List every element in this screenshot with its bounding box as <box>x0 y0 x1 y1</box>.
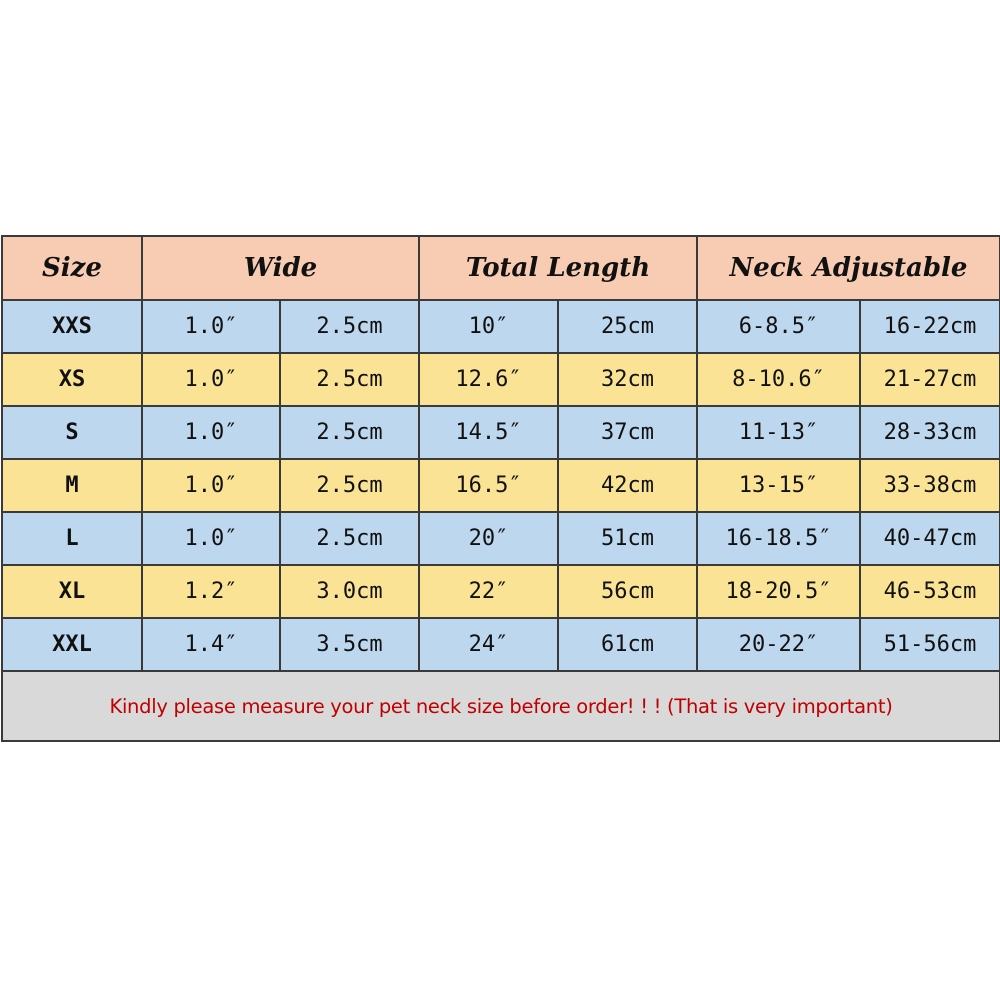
length-inch-cell: 24″ <box>419 618 558 671</box>
table-row <box>2 300 1000 353</box>
neck-cm-cell: 21-27cm <box>860 353 1000 406</box>
wide-inch-cell: 1.0″ <box>142 512 280 565</box>
neck-inch-cell: 16-18.5″ <box>697 512 860 565</box>
header-size: Size <box>2 236 142 300</box>
header-neck-adjustable: Neck Adjustable <box>697 236 1000 300</box>
size-cell: XL <box>2 565 142 618</box>
size-chart-table <box>1 235 1000 742</box>
neck-cm-cell: 28-33cm <box>860 406 1000 459</box>
length-cm-cell: 42cm <box>558 459 697 512</box>
table-row <box>2 353 1000 406</box>
size-cell: L <box>2 512 142 565</box>
length-inch-cell: 16.5″ <box>419 459 558 512</box>
neck-inch-cell: 11-13″ <box>697 406 860 459</box>
header-wide: Wide <box>142 236 419 300</box>
wide-cm-cell: 3.0cm <box>280 565 419 618</box>
length-inch-cell: 10″ <box>419 300 558 353</box>
wide-inch-cell: 1.0″ <box>142 353 280 406</box>
header-total-length: Total Length <box>419 236 697 300</box>
neck-inch-cell: 6-8.5″ <box>697 300 860 353</box>
neck-cm-cell: 46-53cm <box>860 565 1000 618</box>
size-cell: XXL <box>2 618 142 671</box>
wide-inch-cell: 1.0″ <box>142 406 280 459</box>
neck-inch-cell: 20-22″ <box>697 618 860 671</box>
neck-cm-cell: 16-22cm <box>860 300 1000 353</box>
length-inch-cell: 14.5″ <box>419 406 558 459</box>
wide-inch-cell: 1.0″ <box>142 300 280 353</box>
length-cm-cell: 51cm <box>558 512 697 565</box>
length-cm-cell: 32cm <box>558 353 697 406</box>
wide-cm-cell: 2.5cm <box>280 459 419 512</box>
wide-inch-cell: 1.4″ <box>142 618 280 671</box>
neck-cm-cell: 51-56cm <box>860 618 1000 671</box>
length-inch-cell: 20″ <box>419 512 558 565</box>
table-row <box>2 565 1000 618</box>
wide-cm-cell: 2.5cm <box>280 300 419 353</box>
table-row <box>2 459 1000 512</box>
size-cell: M <box>2 459 142 512</box>
wide-cm-cell: 2.5cm <box>280 406 419 459</box>
length-cm-cell: 25cm <box>558 300 697 353</box>
wide-cm-cell: 2.5cm <box>280 353 419 406</box>
length-inch-cell: 12.6″ <box>419 353 558 406</box>
wide-cm-cell: 3.5cm <box>280 618 419 671</box>
table-row <box>2 618 1000 671</box>
header-row <box>2 236 1000 300</box>
neck-inch-cell: 8-10.6″ <box>697 353 860 406</box>
table-row <box>2 512 1000 565</box>
wide-cm-cell: 2.5cm <box>280 512 419 565</box>
length-inch-cell: 22″ <box>419 565 558 618</box>
size-cell: XXS <box>2 300 142 353</box>
table-row <box>2 406 1000 459</box>
neck-cm-cell: 33-38cm <box>860 459 1000 512</box>
length-cm-cell: 56cm <box>558 565 697 618</box>
neck-inch-cell: 18-20.5″ <box>697 565 860 618</box>
neck-inch-cell: 13-15″ <box>697 459 860 512</box>
neck-cm-cell: 40-47cm <box>860 512 1000 565</box>
wide-inch-cell: 1.0″ <box>142 459 280 512</box>
length-cm-cell: 37cm <box>558 406 697 459</box>
note-row <box>2 671 1000 741</box>
measure-note: Kindly please measure your pet neck size before order! ! ! (That is very important) <box>2 671 1000 741</box>
size-cell: XS <box>2 353 142 406</box>
size-cell: S <box>2 406 142 459</box>
length-cm-cell: 61cm <box>558 618 697 671</box>
wide-inch-cell: 1.2″ <box>142 565 280 618</box>
